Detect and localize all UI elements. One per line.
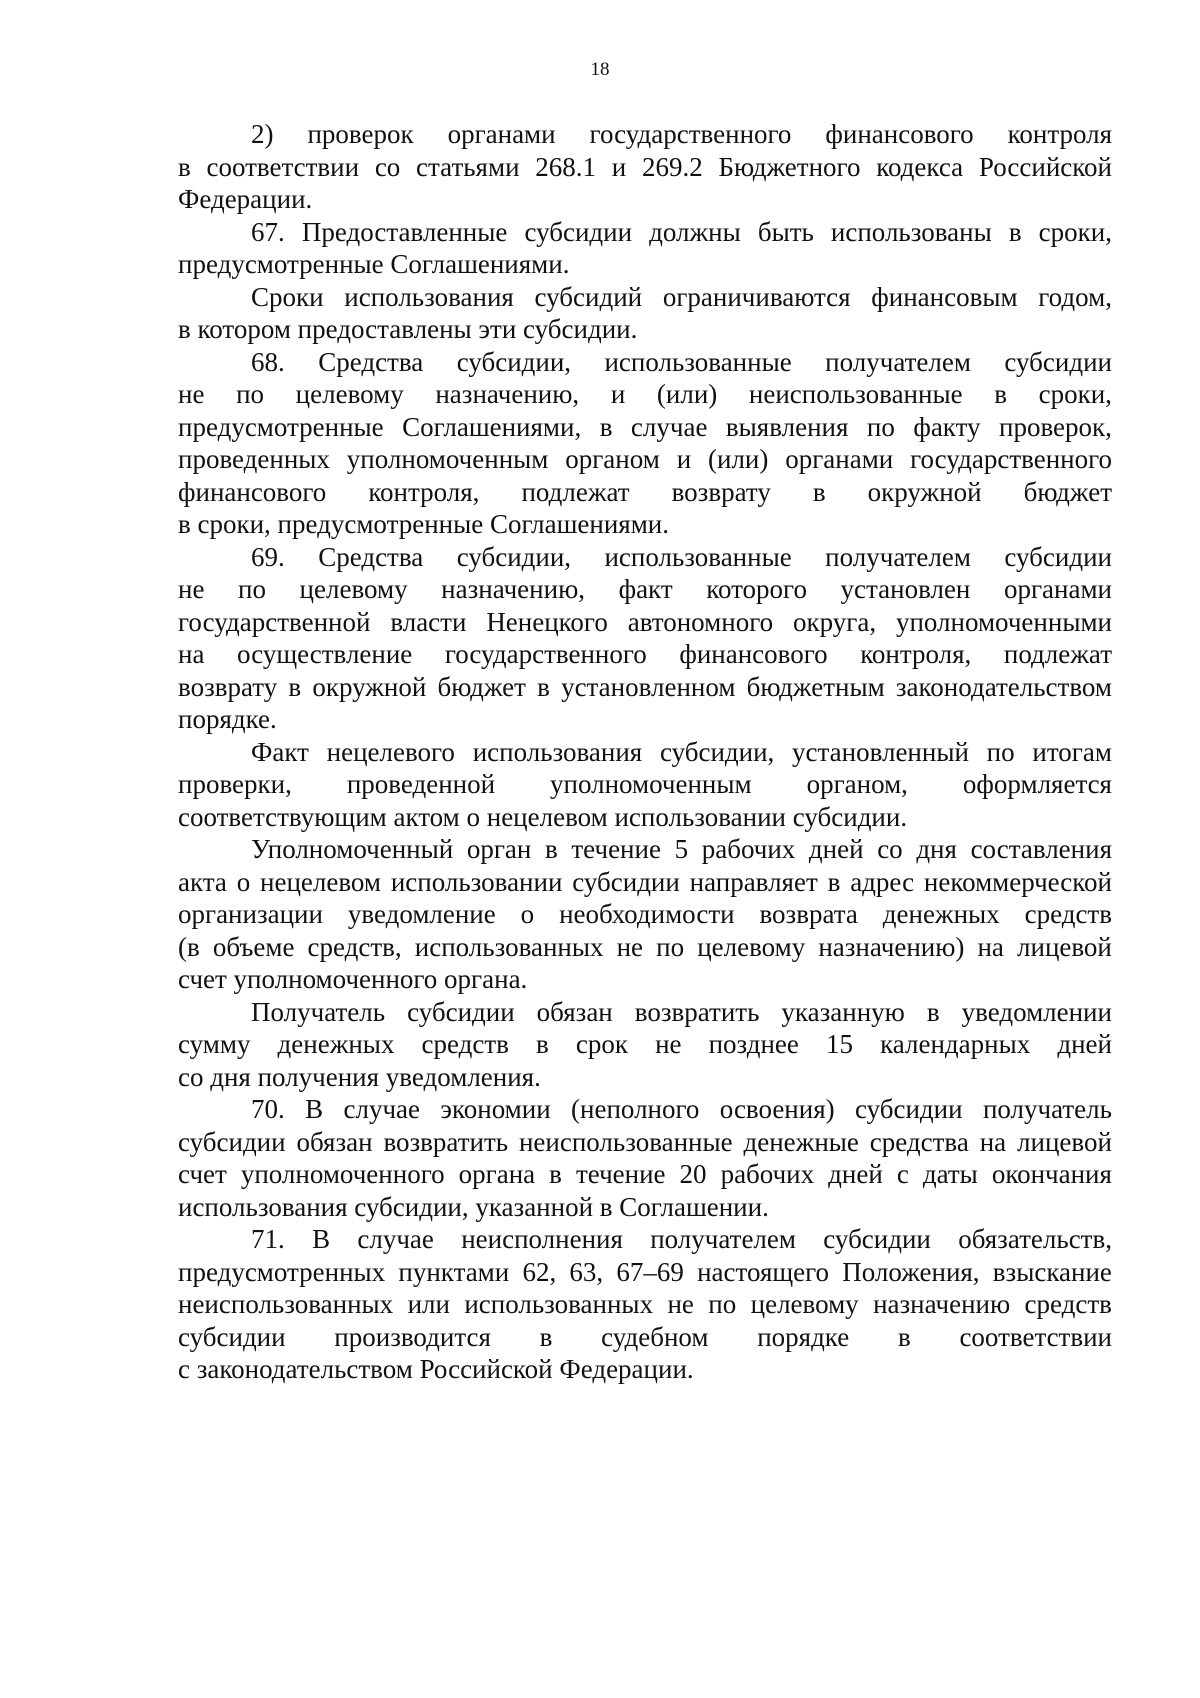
word: уполномоченного	[240, 1159, 445, 1189]
word: государственного	[444, 639, 647, 669]
word: целевому	[295, 379, 404, 409]
word: в	[539, 1321, 553, 1352]
word: Соглашениями,	[402, 411, 582, 442]
word: в	[599, 411, 613, 442]
word: случае	[357, 1224, 434, 1254]
word: по	[866, 411, 895, 442]
word: Предоставленные	[301, 216, 508, 247]
paragraph	[178, 1093, 1112, 1223]
word: не	[667, 1289, 694, 1319]
word: 69.	[251, 541, 285, 572]
word: возвратить	[634, 996, 760, 1027]
paragraph-line	[178, 346, 1112, 379]
word: получателем	[825, 541, 971, 572]
word: пунктами	[398, 1256, 510, 1287]
word: субсидии	[823, 1224, 931, 1254]
word: субсидии	[178, 1321, 286, 1352]
word: проверки,	[178, 769, 292, 799]
paragraph-line	[178, 411, 1112, 444]
paragraph-line: соответствующим актом о нецелевом использовании субсидии.	[178, 801, 908, 832]
paragraph-line	[178, 638, 1112, 671]
word: неиспользованных	[178, 1289, 394, 1319]
word: освоения)	[719, 1094, 835, 1124]
word: установленном	[561, 671, 736, 702]
word: не	[178, 574, 205, 604]
word: целевому	[299, 574, 408, 604]
paragraph	[178, 541, 1112, 736]
word: акта	[178, 866, 227, 897]
word: уведомление	[347, 899, 496, 929]
word: проверок,	[999, 411, 1112, 442]
word: получатель	[982, 1094, 1112, 1124]
paragraph-line	[178, 1028, 1112, 1061]
word: 67.	[251, 216, 285, 247]
word: назначению	[873, 1289, 1011, 1319]
word: в	[994, 379, 1007, 409]
paragraph-line	[178, 833, 1112, 866]
word: в	[536, 1029, 549, 1059]
word: со	[877, 834, 903, 864]
word: не	[655, 1029, 682, 1059]
word: 63,	[569, 1256, 604, 1287]
word: предусмотренные	[178, 411, 384, 442]
word: органом,	[806, 769, 908, 799]
word: орган	[466, 834, 532, 864]
word: и	[610, 379, 626, 409]
word: календарных	[880, 1029, 1031, 1059]
paragraph-line	[178, 443, 1112, 476]
paragraph-line	[178, 151, 1112, 184]
paragraph	[178, 1223, 1112, 1386]
word: по	[238, 574, 266, 604]
word: средств	[421, 1029, 509, 1059]
word: субсидии,	[659, 736, 775, 767]
word: необходимости	[559, 899, 735, 929]
page-number: 18	[590, 59, 610, 80]
paragraph	[178, 281, 1112, 346]
word: 70.	[251, 1094, 285, 1124]
paragraph-line	[178, 736, 1112, 769]
word: составления	[970, 834, 1112, 864]
word: субсидии	[1004, 346, 1112, 377]
word: использования	[472, 736, 643, 767]
word: 268.1	[535, 151, 597, 182]
word: (или)	[656, 379, 718, 409]
word: органами	[785, 444, 894, 474]
word: денежных	[882, 899, 1000, 929]
document-body	[178, 118, 1112, 1386]
paragraph-line	[178, 476, 1112, 509]
word: рабочих	[701, 834, 796, 864]
word: нецелевом	[260, 866, 382, 897]
word: в	[549, 1159, 562, 1189]
paragraph-line	[178, 606, 1112, 639]
word: использованы	[830, 216, 992, 247]
paragraph-line: в сроки, предусмотренные Соглашениями.	[178, 509, 670, 539]
word: уполномоченным	[346, 444, 549, 474]
paragraph-line: со дня получения уведомления.	[178, 1061, 541, 1092]
word: обязан	[536, 996, 613, 1027]
word: неисполнения	[461, 1224, 623, 1254]
word: власти	[390, 606, 467, 637]
word: предусмотренных	[178, 1256, 386, 1287]
word: государственной	[178, 606, 371, 637]
paragraph	[178, 736, 1112, 834]
word: субсидии	[572, 866, 680, 897]
paragraph-line	[178, 1321, 1112, 1354]
paragraph-line	[178, 768, 1112, 801]
word: сумму	[178, 1029, 251, 1059]
word: или	[407, 1289, 450, 1319]
word: Сроки	[251, 281, 324, 312]
word: сроки,	[1038, 216, 1112, 247]
word: о	[236, 866, 251, 897]
word: дня	[916, 834, 957, 864]
word: со	[374, 151, 401, 182]
word: субсидии	[1004, 541, 1112, 572]
word: производится	[334, 1321, 491, 1352]
word: в	[537, 671, 550, 702]
word: по	[708, 1289, 737, 1319]
word: законодательством	[895, 671, 1112, 702]
word: рабочих	[720, 1159, 815, 1189]
word: факт	[618, 574, 673, 604]
word: осуществление	[237, 639, 413, 669]
word: назначению)	[818, 931, 965, 962]
paragraph-line	[178, 378, 1112, 411]
word: в	[897, 1321, 911, 1352]
word: финансовым	[871, 281, 1018, 312]
paragraph	[178, 833, 1112, 996]
paragraph-line	[178, 216, 1112, 249]
word: окружной	[312, 671, 427, 702]
word: субсидии,	[456, 541, 572, 572]
word: выявления	[725, 411, 849, 442]
word: лицевой	[1017, 1126, 1112, 1157]
word: 20	[679, 1159, 707, 1189]
word: назначению,	[435, 379, 580, 409]
word: округа,	[793, 606, 877, 637]
word: кодекса	[876, 151, 964, 182]
word: направляет	[689, 866, 818, 897]
word: на	[979, 1126, 1007, 1157]
word: настоящего	[697, 1256, 830, 1287]
word: быть	[757, 216, 814, 247]
word: субсидии,	[456, 346, 572, 377]
word: указанную	[781, 996, 905, 1027]
word: течение	[571, 834, 661, 864]
word: о	[520, 899, 535, 929]
paragraph-line	[178, 671, 1112, 704]
word: итогам	[1032, 736, 1112, 767]
word: порядке	[757, 1321, 850, 1352]
word: 68.	[251, 346, 285, 377]
word: финансового	[178, 476, 327, 507]
word: по	[236, 379, 265, 409]
word: денежных	[277, 1029, 395, 1059]
paragraph	[178, 996, 1112, 1094]
word: средств	[1024, 899, 1112, 929]
paragraph-line	[178, 1288, 1112, 1321]
word: дней	[828, 1159, 883, 1189]
word: Средства	[318, 346, 424, 377]
word: счет	[178, 1159, 227, 1189]
word: контроля,	[860, 639, 972, 669]
word: объеме	[212, 931, 295, 962]
word: средств,	[307, 931, 402, 962]
paragraph-line: предусмотренные Соглашениями.	[178, 249, 570, 279]
word: годом,	[1038, 281, 1112, 312]
word: автономного	[627, 606, 774, 637]
paragraph-line: порядке.	[178, 704, 277, 734]
word: 62,	[522, 1256, 557, 1287]
word: проведенной	[346, 769, 496, 799]
word: и	[676, 444, 692, 474]
word: Уполномоченный	[251, 834, 454, 864]
word: получателем	[650, 1224, 796, 1254]
word: (неполного	[571, 1094, 700, 1124]
word: случае	[630, 411, 708, 442]
word: (в	[178, 931, 200, 962]
word: подлежат	[1003, 639, 1112, 669]
word: Бюджетного	[718, 151, 861, 182]
word: которого	[706, 574, 807, 604]
word: использованных	[414, 931, 604, 962]
word: факту	[913, 411, 981, 442]
word: уполномоченным	[550, 769, 752, 799]
word: неиспользованные	[748, 379, 963, 409]
word: даты	[922, 1159, 978, 1189]
word: денежные	[743, 1126, 859, 1157]
word: обязан	[296, 1126, 373, 1157]
word: субсидий	[534, 281, 643, 312]
word: назначению,	[441, 574, 585, 604]
word: 5	[674, 834, 689, 864]
paragraph-line: Федерации.	[178, 184, 313, 214]
word: субсидии	[178, 1126, 286, 1157]
paragraph-line	[178, 931, 1112, 964]
word: соответствии	[959, 1321, 1112, 1352]
paragraph-line: с законодательством Российской Федерации.	[178, 1354, 694, 1384]
word: получателем	[825, 346, 971, 377]
word: бюджет	[1023, 476, 1112, 507]
word: 71.	[251, 1224, 285, 1254]
word: финансового	[825, 119, 974, 149]
paragraph	[178, 346, 1112, 541]
word: в	[288, 671, 302, 702]
word: возврату	[178, 671, 278, 702]
word: возврата	[759, 899, 858, 929]
word: статьями	[416, 151, 520, 182]
paragraph-line	[178, 1158, 1112, 1191]
word: 269.2	[641, 151, 703, 182]
word: контроля	[1007, 119, 1112, 149]
word: целевому	[697, 931, 806, 962]
word: экономии	[440, 1094, 551, 1124]
word: не	[178, 379, 205, 409]
word: течение	[575, 1159, 666, 1189]
word: уведомлении	[961, 996, 1112, 1027]
word: В	[312, 1224, 331, 1254]
word: использования	[344, 281, 514, 312]
word: сроки,	[1038, 379, 1112, 409]
word: средства	[869, 1126, 969, 1157]
word: адрес	[850, 866, 915, 897]
paragraph-line	[178, 1126, 1112, 1159]
word: возвратить	[383, 1126, 509, 1157]
word: в	[926, 996, 940, 1027]
word: окончания	[991, 1159, 1112, 1189]
word: возврату	[671, 476, 771, 507]
word: организации	[178, 899, 323, 929]
word: неиспользованные	[518, 1126, 733, 1157]
word: в	[827, 866, 841, 897]
paragraph	[178, 216, 1112, 281]
word: и	[611, 151, 627, 182]
word: органами	[1003, 574, 1112, 604]
word: средств	[1024, 1289, 1112, 1319]
word: не	[616, 931, 644, 962]
word: дней	[808, 834, 864, 864]
word: судебном	[601, 1321, 709, 1352]
word: лицевой	[1017, 931, 1112, 962]
word: государственного	[589, 119, 792, 149]
word: нецелевого	[326, 736, 455, 767]
word: установленный	[792, 736, 969, 767]
word: проверок	[307, 119, 414, 149]
paragraph-line	[178, 1093, 1112, 1126]
word: органа	[458, 1159, 536, 1189]
word: Факт	[251, 736, 309, 767]
word: субсидии	[524, 216, 633, 247]
word: оформляется	[962, 769, 1112, 799]
word: государственного	[910, 444, 1112, 474]
word: на	[977, 931, 1004, 962]
word: некоммерческой	[923, 866, 1112, 897]
paragraph-line: использования субсидии, указанной в Соглашении.	[178, 1191, 769, 1222]
word: уполномоченными	[895, 606, 1112, 637]
paragraph-line	[178, 898, 1112, 931]
word: (или)	[708, 444, 769, 474]
word: окружной	[867, 476, 982, 507]
word: должны	[649, 216, 741, 247]
word: случае	[343, 1094, 421, 1124]
word: использованные	[604, 346, 792, 377]
paragraph-line	[178, 573, 1112, 606]
paragraph	[178, 118, 1112, 216]
word: В	[305, 1094, 324, 1124]
word: субсидии	[854, 1094, 963, 1124]
word: в	[1008, 216, 1022, 247]
word: позднее	[708, 1029, 799, 1059]
word: на	[178, 639, 205, 669]
word: ограничиваются	[662, 281, 851, 312]
word: Средства	[318, 541, 424, 572]
word: целевому	[750, 1289, 859, 1319]
paragraph-line	[178, 281, 1112, 314]
paragraph-line	[178, 1256, 1112, 1289]
word: Положения,	[842, 1256, 980, 1287]
word: подлежат	[521, 476, 630, 507]
word: соответствии	[206, 151, 360, 182]
word: субсидии	[407, 996, 515, 1027]
word: в	[178, 151, 191, 182]
word: 2)	[251, 119, 274, 149]
word: использованные	[604, 541, 792, 572]
word: в	[544, 834, 558, 864]
word: Ненецкого	[486, 606, 608, 637]
word: бюджет	[437, 671, 526, 702]
word: 15	[825, 1029, 853, 1059]
word: по	[656, 931, 685, 962]
paragraph-line	[178, 118, 1112, 151]
paragraph-line: в котором предоставлены эти субсидии.	[178, 314, 638, 344]
word: финансового	[679, 639, 828, 669]
word: в	[812, 476, 826, 507]
word: проведенных	[178, 444, 330, 474]
word: с	[896, 1159, 909, 1189]
word: использованных	[464, 1289, 654, 1319]
word: Российской	[978, 151, 1112, 182]
word: Получатель	[251, 996, 386, 1027]
word: взыскание	[992, 1256, 1112, 1287]
word: 67–69	[616, 1256, 684, 1287]
word: использовании	[390, 866, 563, 897]
word: обязательств,	[958, 1224, 1112, 1254]
word: срок	[575, 1029, 628, 1059]
word: дней	[1057, 1029, 1112, 1059]
paragraph-line	[178, 866, 1112, 899]
word: установлен	[840, 574, 971, 604]
word: по	[986, 736, 1015, 767]
paragraph-line	[178, 541, 1112, 574]
word: контроля,	[368, 476, 480, 507]
paragraph-line	[178, 996, 1112, 1029]
word: органами	[447, 119, 556, 149]
word: бюджетным	[746, 671, 885, 702]
paragraph-line	[178, 1223, 1112, 1256]
word: органом	[565, 444, 660, 474]
paragraph-line: счет уполномоченного органа.	[178, 964, 528, 994]
